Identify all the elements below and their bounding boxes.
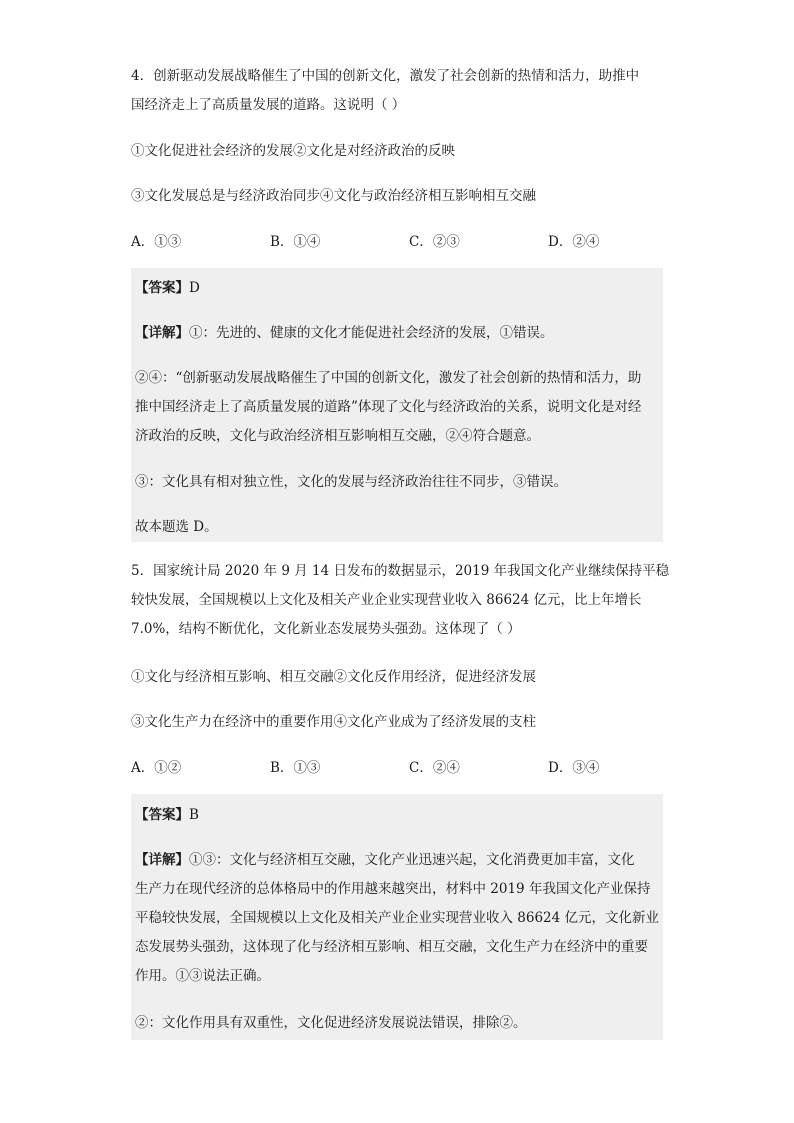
- answer-label: 【答案】: [135, 280, 189, 296]
- q4-answer-panel: [131, 268, 663, 542]
- answer-label: 【答案】: [135, 807, 189, 823]
- q5-statement-1: ①文化与经济相互影响、相互交融②文化反作用经济，促进经济发展: [131, 669, 536, 685]
- q4-option-c: C．②③: [409, 234, 460, 250]
- q5-stem-line-2: 较快发展，全国规模以上文化及相关产业企业实现营业收入 86624 亿元，比上年增长: [131, 592, 642, 608]
- q4-option-b: B．①④: [270, 234, 321, 250]
- q4-statement-1: ①文化促进社会经济的发展②文化是对经济政治的反映: [131, 143, 455, 159]
- q5-detail-line-3: 态发展势头强劲，这体现了化与经济相互影响、相互交融，文化生产力在经济中的重要: [135, 939, 648, 955]
- detail-text: ①③：文化与经济相互交融，文化产业迅速兴起，文化消费更加丰富，文化: [189, 852, 635, 868]
- q5-detail-line-1: 生产力在现代经济的总体格局中的作用越来越突出，材料中 2019 年我国文化产业保持: [135, 881, 651, 897]
- q5-detail-line-5: ②：文化作用具有双重性，文化促进经济发展说法错误，排除②。: [135, 1015, 527, 1031]
- q5-option-a: A．①②: [131, 760, 182, 776]
- detail-text: ①：先进的、健康的文化才能促进社会经济的发展，①错误。: [189, 325, 554, 341]
- q5-answer-panel: [131, 794, 663, 1040]
- q4-options: [131, 230, 663, 252]
- q4-detail-first: [135, 321, 554, 341]
- q4-detail-line-1: ②④：“创新驱动发展战略催生了中国的创新文化，激发了社会创新的热情和活力，助: [135, 370, 642, 386]
- q5-options: [131, 756, 663, 778]
- q5-stem-line-3: 7.0%，结构不断优化，文化新业态发展势头强劲。这体现了（ ）: [131, 621, 521, 637]
- q5-option-b: B．①③: [270, 760, 321, 776]
- q5-option-d: D．③④: [548, 760, 600, 776]
- q4-stem-line-2: 国经济走上了高质量发展的道路。这说明（ ）: [131, 97, 406, 113]
- q4-detail-line-2: 推中国经济走上了高质量发展的道路”体现了文化与经济政治的关系，说明文化是对经: [135, 399, 642, 415]
- q4-detail-line-3: 济政治的反映，文化与政治经济相互影响相互交融，②④符合题意。: [135, 428, 540, 444]
- q5-stem-line-1: 5．国家统计局 2020 年 9 月 14 日发布的数据显示，2019 年我国文化产业继续保持平稳: [131, 563, 670, 579]
- q5-answer: [135, 803, 199, 823]
- detail-label: 【详解】: [135, 325, 189, 341]
- q4-conclusion: 故本题选 D。: [135, 519, 218, 535]
- q5-statement-2: ③文化生产力在经济中的重要作用④文化产业成为了经济发展的支柱: [131, 714, 536, 730]
- q4-option-d: D．②④: [548, 234, 600, 250]
- answer-value: B: [189, 807, 199, 823]
- q5-detail-line-2: 平稳较快发展，全国规模以上文化及相关产业企业实现营业收入 86624 亿元，文化新业: [135, 910, 660, 926]
- answer-value: D: [189, 280, 200, 296]
- q5-detail-first: [135, 848, 635, 868]
- q4-stem-line-1: 4．创新驱动发展战略催生了中国的创新文化，激发了社会创新的热情和活力，助推中: [131, 68, 640, 84]
- q4-statement-2: ③文化发展总是与经济政治同步④文化与政治经济相互影响相互交融: [131, 188, 536, 204]
- q4-detail-line-4: ③：文化具有相对独立性，文化的发展与经济政治往往不同步，③错误。: [135, 474, 567, 490]
- detail-label: 【详解】: [135, 852, 189, 868]
- q5-option-c: C．②④: [409, 760, 460, 776]
- q5-detail-line-4: 作用。①③说法正确。: [135, 968, 270, 984]
- q4-answer: [135, 276, 200, 296]
- q4-option-a: A．①③: [131, 234, 182, 250]
